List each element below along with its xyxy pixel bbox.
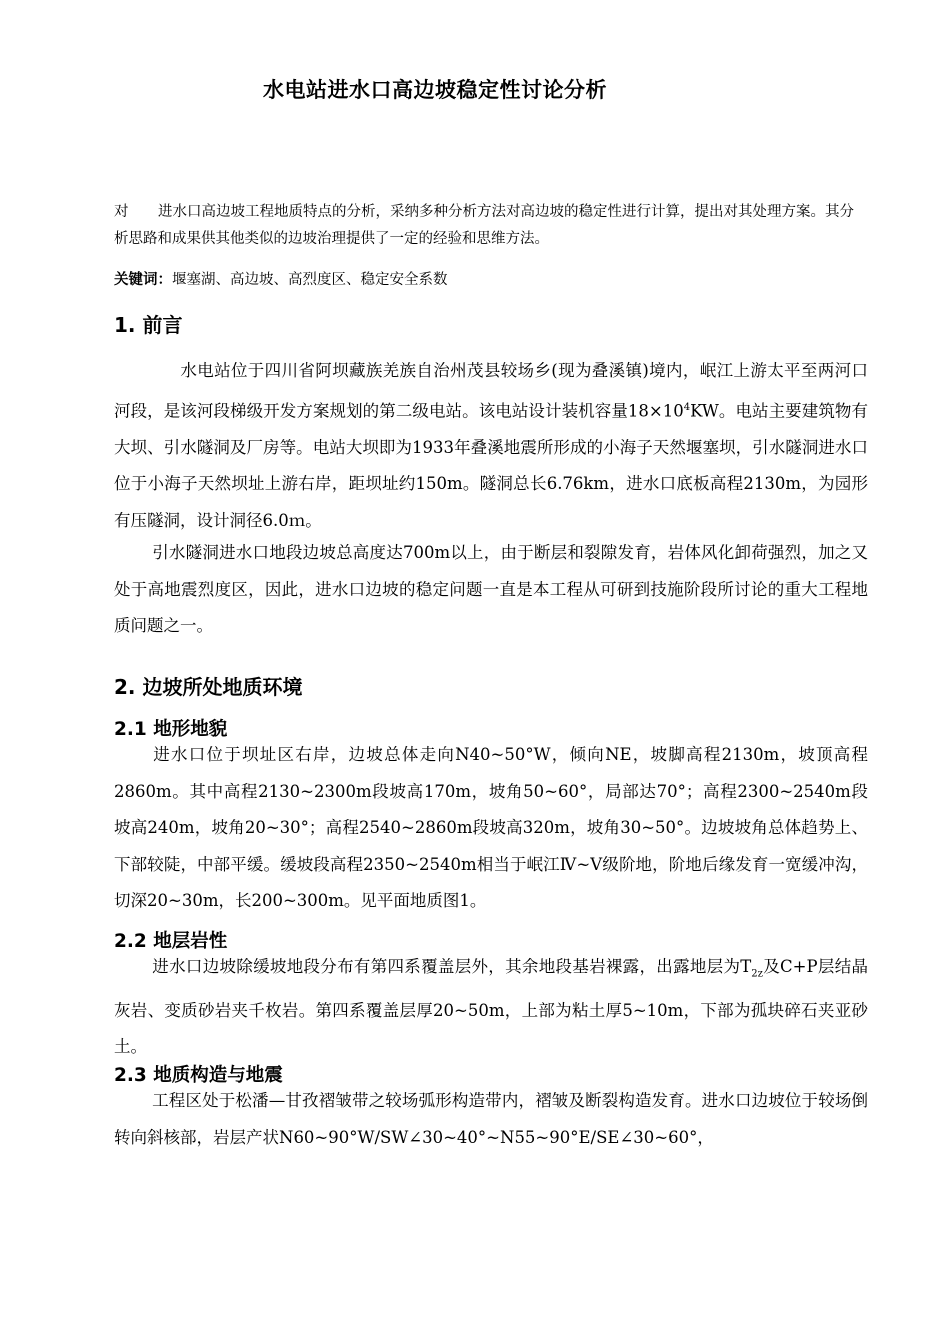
keywords-label: 关键词： bbox=[114, 272, 172, 288]
section-1-paragraph-1 bbox=[114, 353, 868, 539]
paragraph-text: 进水口边坡除缓坡地段分布有第四系覆盖层外，其余地段基岩裸露，出露地层为T bbox=[152, 957, 752, 976]
section-1-paragraph-2 bbox=[114, 535, 868, 645]
paragraph-text: 进水口位于坝址区右岸，边坡总体走向N40~50°W，倾向NE，坡脚高程2130m，坡顶高程2860m。其中高程2130~2300m段坡高170m，坡角50~60°，局部达70°；高程2300~2540m段坡高240m，坡角20~30°；高程2540~2860m段坡高320m，坡角30~50°。边坡坡角总体趋势上、下部较陡，中部平缓。缓坡段高程2350~2540m相当于岷江Ⅳ~Ⅴ级阶地，阶地后缘发育一宽缓冲沟，切深20~30m，长200~300m。见平面地质图1。 bbox=[114, 745, 868, 910]
abstract bbox=[114, 199, 866, 253]
abstract-text: 进水口高边坡工程地质特点的分析，采纳多种分析方法对高边坡的稳定性进行计算，提出对其处理方案。其分析思路和成果供其他类似的边坡治理提供了一定的经验和思维方法。 bbox=[114, 204, 854, 247]
superscript: 4 bbox=[683, 401, 691, 413]
section-2-1-paragraph bbox=[114, 737, 868, 920]
abstract-lead: 对 bbox=[114, 204, 129, 220]
section-1-heading: 1. 前言 bbox=[114, 313, 183, 337]
section-2-2-paragraph bbox=[114, 949, 868, 1066]
document-title: 水电站进水口高边坡稳定性讨论分析 bbox=[263, 78, 607, 102]
keywords bbox=[114, 269, 448, 291]
paragraph-text: 及C+P层结晶灰岩、变质砂岩夹千枚岩。第四系覆盖层厚20~50m，上部为粘土厚5~10m，下部为孤块碎石夹亚砂土。 bbox=[114, 957, 868, 1057]
section-2-1-heading: 2.1 地形地貌 bbox=[114, 719, 228, 740]
paragraph-text: 水电站位于四川省阿坝藏族羌族自治州茂县较场乡(现为叠溪镇)境内，岷江上游太平至两河口河段，是该河段梯级开发方案规划的第二级电站。该电站设计装机容量18×10 bbox=[114, 361, 868, 420]
section-2-2-heading: 2.2 地层岩性 bbox=[114, 931, 228, 952]
paragraph-text: 引水隧洞进水口地段边坡总高度达700m以上，由于断层和裂隙发育，岩体风化卸荷强烈，加之又处于高地震烈度区，因此，进水口边坡的稳定问题一直是本工程从可研到技施阶段所讨论的重大工程地质问题之一。 bbox=[114, 543, 868, 635]
subscript: 2z bbox=[751, 968, 763, 980]
section-2-3-paragraph bbox=[114, 1083, 868, 1156]
paragraph-text: KW。电站主要建筑物有大坝、引水隧洞及厂房等。电站大坝即为1933年叠溪地震所形成的小海子天然堰塞坝，引水隧洞进水口位于小海子天然坝址上游右岸，距坝址约150m。隧洞总长6.76km，进水口底板高程2130m，为园形有压隧洞，设计洞径6.0ｍ。 bbox=[114, 401, 868, 530]
section-2-heading: 2. 边坡所处地质环境 bbox=[114, 675, 303, 699]
paragraph-text: 工程区处于松潘—甘孜褶皱带之较场弧形构造带内，褶皱及断裂构造发育。进水口边坡位于较场倒转向斜核部，岩层产状N60~90°W/SW∠30~40°~N55~90°E/SE∠30~60°， bbox=[114, 1091, 868, 1147]
keywords-text: 堰塞湖、高边坡、高烈度区、稳定安全系数 bbox=[172, 272, 448, 288]
section-2-3-heading: 2.3 地质构造与地震 bbox=[114, 1065, 283, 1086]
